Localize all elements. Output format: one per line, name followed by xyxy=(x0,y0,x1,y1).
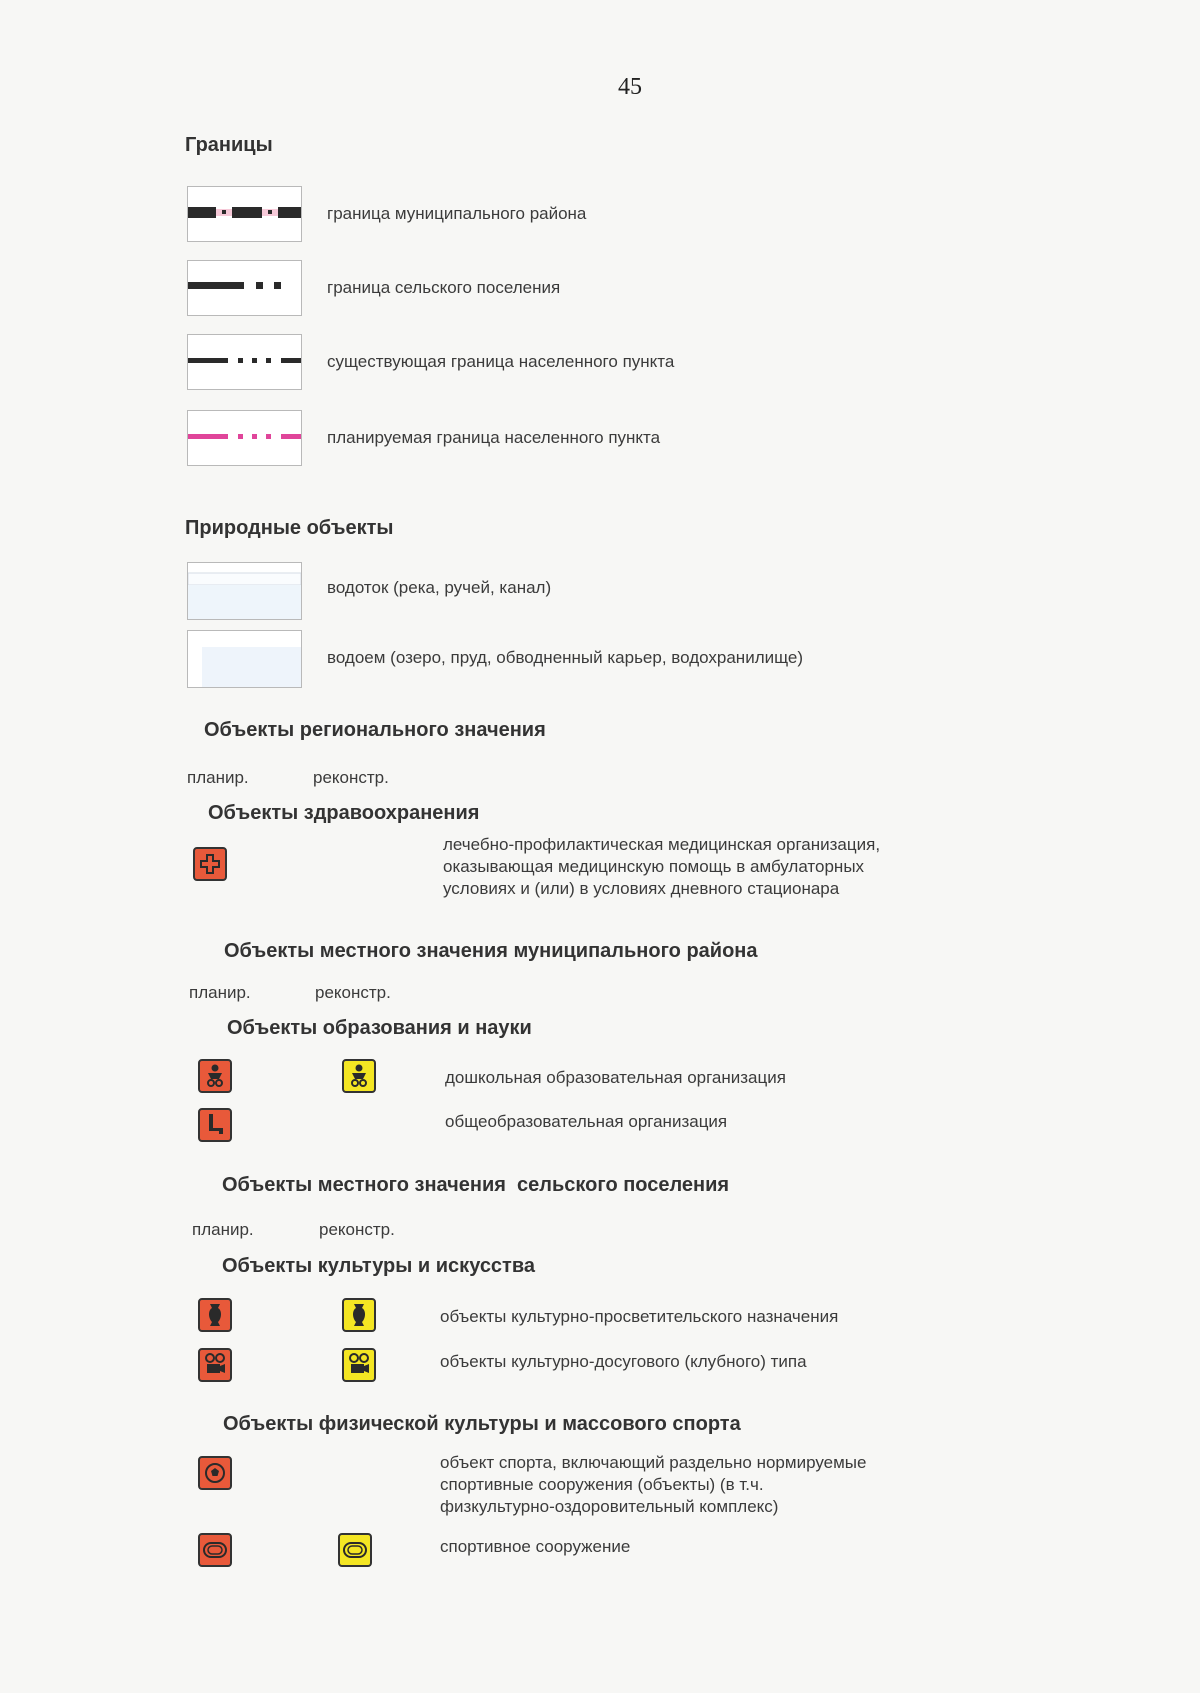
ball-icon xyxy=(198,1456,232,1490)
existing-settlement-border-line-icon xyxy=(188,335,301,389)
medical-cross-icon xyxy=(193,847,227,881)
school-desk-icon xyxy=(198,1108,232,1142)
section-title-rural: Объекты местного значения сельского поселения xyxy=(222,1174,730,1196)
page-number: 45 xyxy=(618,74,642,100)
section-title-natural: Природные объекты xyxy=(185,517,394,539)
legend-label-sport-complex-line2: спортивные сооружения (объекты) (в т.ч. xyxy=(440,1475,764,1494)
legend-label-cultural-education: объекты культурно-просветительского назначения xyxy=(440,1307,839,1326)
column-label-planned: планир. xyxy=(189,983,251,1002)
municipal-border-line-icon xyxy=(188,187,301,241)
film-camera-icon xyxy=(342,1348,376,1382)
section-title-municipal: Объекты местного значения муниципального района xyxy=(224,940,758,962)
child-icon xyxy=(342,1059,376,1093)
legend-label-water-body: водоем (озеро, пруд, обводненный карьер, водохранилище) xyxy=(327,648,804,667)
watercourse-icon xyxy=(188,563,301,619)
film-camera-icon xyxy=(198,1348,232,1382)
column-label-planned: планир. xyxy=(192,1220,254,1239)
legend-label-medical-org-line3: условиях и (или) в условиях дневного стационара xyxy=(443,879,840,898)
child-icon xyxy=(198,1059,232,1093)
stadium-icon xyxy=(198,1533,232,1567)
column-label-reconstruction: реконстр. xyxy=(315,983,391,1002)
section-title-borders: Границы xyxy=(185,134,273,156)
legend-label-cultural-leisure: объекты культурно-досугового (клубного) типа xyxy=(440,1352,807,1371)
column-label-reconstruction: реконстр. xyxy=(319,1220,395,1239)
legend-swatch-watercourse xyxy=(187,562,302,620)
legend-label-medical-org-line2: оказывающая медицинскую помощь в амбулаторных xyxy=(443,857,865,876)
legend-label-sport-facility: спортивное сооружение xyxy=(440,1537,631,1556)
subsection-title-education: Объекты образования и науки xyxy=(227,1017,532,1039)
legend-label-sport-complex xyxy=(440,1452,866,1518)
legend-label-sport-complex-line1: объект спорта, включающий раздельно нормируемые xyxy=(440,1453,867,1472)
legend-label-medical-org-line1: лечебно-профилактическая медицинская организация, xyxy=(443,835,881,854)
legend-swatch-planned-settlement-border xyxy=(187,410,302,466)
section-title-regional: Объекты регионального значения xyxy=(204,719,546,741)
legend-label-planned-settlement-border: планируемая граница населенного пункта xyxy=(327,428,661,447)
legend-label-preschool: дошкольная образовательная организация xyxy=(445,1068,786,1087)
planned-settlement-border-line-icon xyxy=(188,411,301,465)
subsection-title-sport: Объекты физической культуры и массового спорта xyxy=(223,1413,741,1435)
rural-border-line-icon xyxy=(188,261,301,315)
legend-label-rural-border: граница сельского поселения xyxy=(327,278,561,297)
column-label-reconstruction: реконстр. xyxy=(313,768,389,787)
vase-icon xyxy=(342,1298,376,1332)
legend-label-medical-org xyxy=(443,834,880,900)
vase-icon xyxy=(198,1298,232,1332)
column-label-planned: планир. xyxy=(187,768,249,787)
legend-swatch-water-body xyxy=(187,630,302,688)
water-body-icon xyxy=(188,631,301,687)
legend-swatch-existing-settlement-border xyxy=(187,334,302,390)
stadium-icon xyxy=(338,1533,372,1567)
subsection-title-health: Объекты здравоохранения xyxy=(208,802,480,824)
legend-label-watercourse: водоток (река, ручей, канал) xyxy=(327,578,552,597)
legend-label-existing-settlement-border: существующая граница населенного пункта xyxy=(327,352,675,371)
legend-swatch-rural-border xyxy=(187,260,302,316)
legend-label-general-school: общеобразовательная организация xyxy=(445,1112,728,1131)
legend-swatch-municipal-border xyxy=(187,186,302,242)
subsection-title-culture: Объекты культуры и искусства xyxy=(222,1255,536,1277)
legend-label-sport-complex-line3: физкультурно-оздоровительный комплекс) xyxy=(440,1497,779,1516)
legend-label-municipal-border: граница муниципального района xyxy=(327,204,587,223)
